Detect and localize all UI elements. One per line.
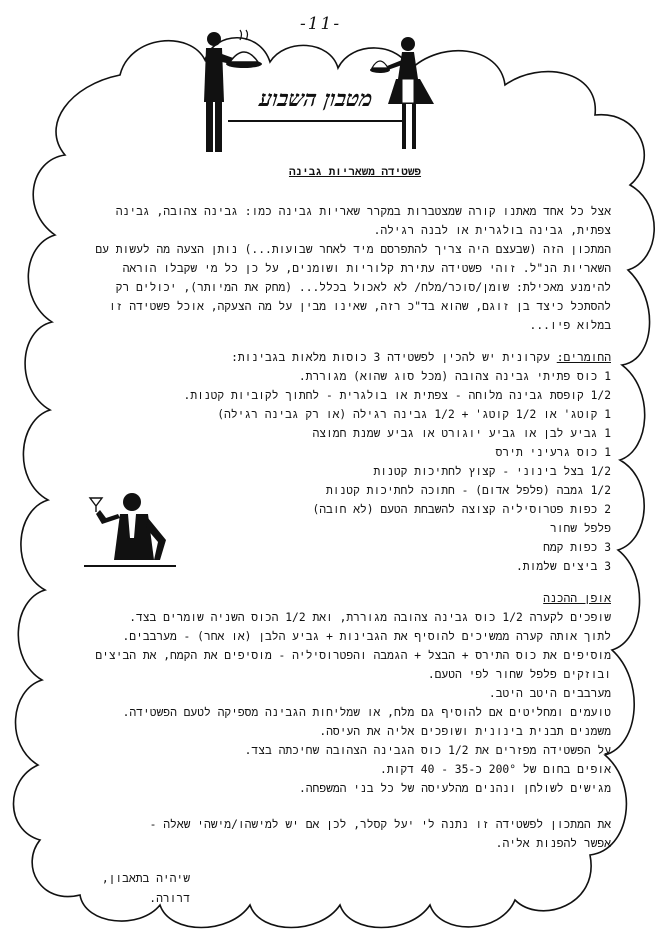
intro-line: המתכון הזה (שבעצם היה צריך להתפרסם מיד לאחר שבועות...) נותן הצעה מה לעשות עם (95, 243, 611, 256)
recipe-title: פשטידה משאריות גבינה (288, 165, 422, 178)
method-step: ובוזקים פלפל שחור לפי הטעם. (427, 668, 611, 681)
method-step: טועמים ומחליטים אם להוסיף גם מלח, או שמליחות הגבינה מספיקה לטעם הפשטידה. (122, 706, 611, 719)
method-step: מגישים לשולחן ונהנים מהלעיסה של כל בני המשפחה. (298, 782, 611, 795)
method-step: שופכים לקערה 1/2 כוס גבינה צהובה מגוררת, ואת 1/2 הכוס השניה שומרים בצד. (129, 611, 611, 624)
man-toasting-illustration (84, 488, 176, 570)
intro-line: אצל כל אחד מאתנו קורה שמצטברות במקרר שאריות גבינה כמו: גבינה צהובה, גבינה (115, 205, 611, 218)
ingredients-header (231, 351, 611, 365)
banner-underline (228, 120, 406, 122)
ingredient-item: 1 כוס גרעיני תירס (495, 446, 611, 459)
ingredient-item: 1 קוטג' או 1/2 קוטג' + 1/2 גבינה רגילה (או רק גבינה רגילה) (217, 408, 611, 421)
banner-title: מטבון השבוע (257, 86, 375, 112)
method-step: אופים בחום של 200° כ-35 - 40 דקות. (380, 763, 611, 776)
ingredient-item: 2 כפות פטרוסיליה קצוצה להשבחת הטעם (לא חובה) (312, 503, 611, 516)
method-step: משמנים תבנית בינונית ושופכים אליה את העיסה. (319, 725, 611, 738)
method-step: מוסיפים את כוס התירס + הבצל + הגמבה והפטרוסיליה - מוסיפים את הקמח, את הביצים (95, 649, 611, 662)
method-step: מערבבים היטב היטב. (488, 687, 611, 700)
ingredient-item: פלפל שחור (549, 522, 611, 535)
ingredient-item: 1 כוס פתיתי גבינה צהובה (מכל סוג שהוא) מגוררת. (298, 370, 611, 383)
ingredients-intro: עקרונית יש להכין לפשטידה 3 כוסות מלאות בגבינות: (231, 351, 550, 364)
ingredients-label: החומרים: (556, 351, 611, 364)
intro-line: השאריות הנ"ל. זוהי פשטידה עתירת קלוריות ושומנים, על כן כל מי שקבלו הוראה (122, 262, 611, 275)
closing-line: אפשר להפנות אליה. (495, 837, 611, 850)
page-number: -11- (300, 14, 342, 34)
ingredient-item: 3 ביצים שלמות. (515, 560, 611, 573)
ingredient-item: 1/2 גמבה (פלפל אדום) - חתוכה לחתיכות קטנות (325, 484, 611, 497)
ingredient-item: 1/2 בצל בינוני - קצוץ לחתיכות קטנות (373, 465, 611, 478)
author: דרורה. (149, 892, 190, 905)
signoff: שיהיה בתאבון, (101, 872, 190, 885)
method-label: אופן ההכנה (543, 592, 611, 605)
intro-line: צפתית, גבינה בולגרית או לבנה רגילה. (373, 224, 611, 237)
ingredient-item: 1 גביע לבן או גביע יוגורט או גביע שמנת חמוצה (312, 427, 611, 440)
intro-line: להימנע מאכילת: שומן/סוכר/מלח/ לא לאכול בכלל... (מחק את המיותר), יכולים רק (115, 281, 611, 294)
method-step: על הפשטידה מפזרים את 1/2 כוס הגבינה הצהובה שחיכתה בצד. (244, 744, 611, 757)
ingredient-item: 1/2 קופסת גבינה מלוחה - צפתית או בולגרית - לחתוך לקוביות קטנות. (183, 389, 611, 402)
intro-line: במלוא פיו... (529, 319, 611, 332)
closing-line: את המתכון לפשטידה זו נתנה לי יעל קסלר, לכן אם יש למישהו/מישהי שאלה - (149, 818, 611, 831)
ingredient-item: 3 כפות קמח (543, 541, 611, 554)
method-step: לתוך אותה קערה ממשיכים להוסיף את הגבינות + גביע הלבן (או אחר) - מערבבים. (122, 630, 611, 643)
intro-line: להסתכל כיצד בן זוגם, שהוא בד"כ רזה, שאינו מבין על מה הצעקה, אוכל פשטידה זו (108, 300, 611, 313)
